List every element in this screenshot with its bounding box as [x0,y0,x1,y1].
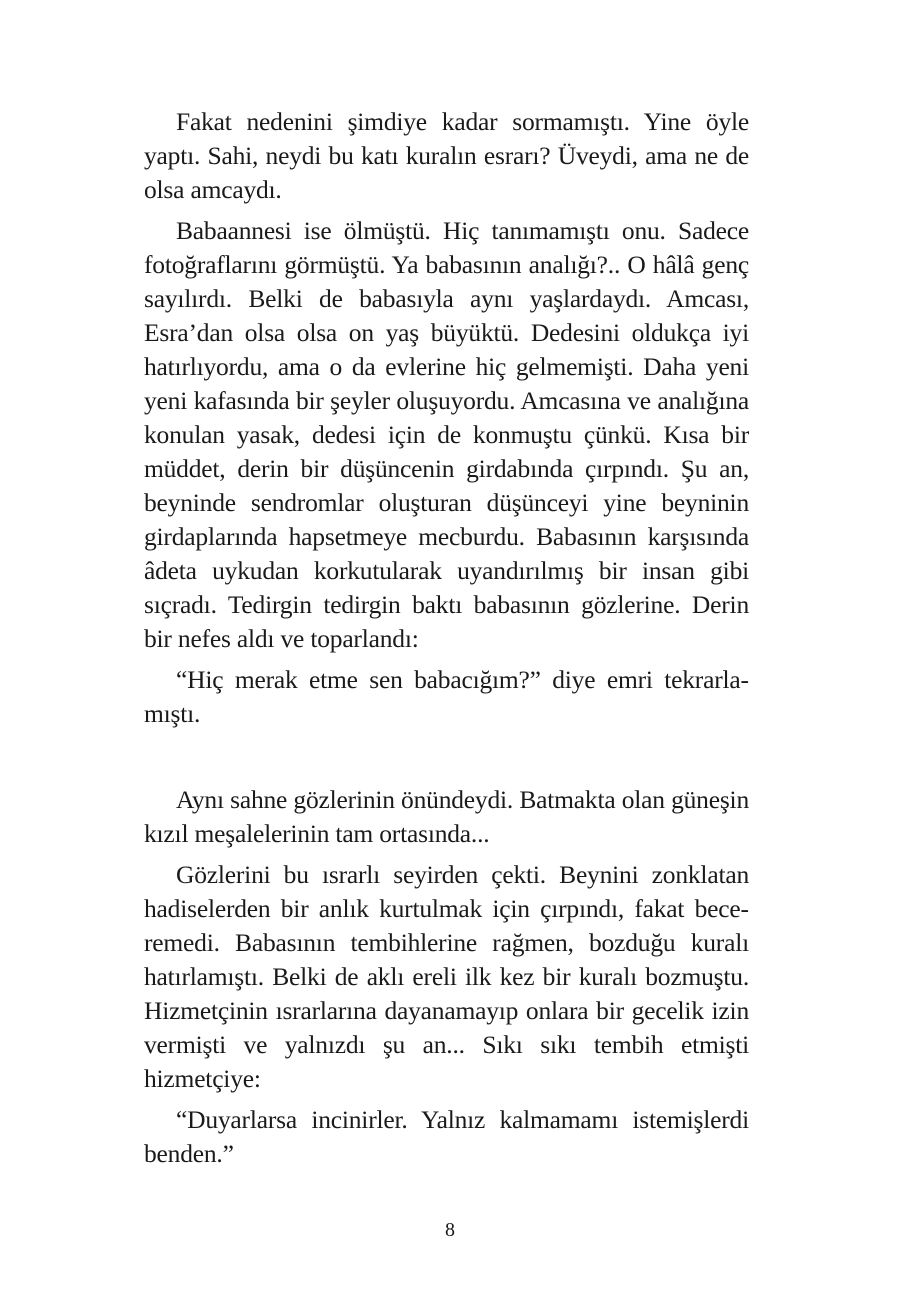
paragraph-6: “Duyarlarsa incinirler. Yalnız kalmamamı istemişlerdi benden.” [144,1105,749,1168]
paragraph-2: Babaannesi ise ölmüştü. Hiç tanımamıştı onu. Sadece fotoğraflarını görmüştü. Ya babasının analığı?.. O hâlâ genç sayılırdı. Belki de babasıyla aynı yaşlardaydı. Amcası, Esra’dan olsa olsa on yaş büyüktü. Dedesini oldukça iyi hatırlıyordu, ama o da evlerine hiç gelmemişti. Daha yeni yeni kafasında bir şeyler oluşuyordu. Amcasına ve analığına konulan yasak, dedesi için de konmuştu çünkü. Kısa bir müddet, derin bir düşüncenin girdabında çırpındı. Şu an, beyninde sendromlar oluşturan düşünceyi yine beyninin girdaplarında hapsetmeye mecburdu. Babasının karşısında âdeta uykudan korkutularak uyandırılmış bir insan gibi sıçradı. Tedirgin tedirgin baktı babasının gözlerine. Derin bir nefes aldı ve toparlandı: [144,216,749,653]
paragraph-5: Gözlerini bu ısrarlı seyirden çekti. Beynini zonklatan hadiselerden bir anlık kurtulmak için çırpındı, fakat beceremedi. Babasının tembihlerine rağmen, bozduğu kuralı hatırlamıştı. Belki de aklı ereli ilk kez bir kuralı bozmuştu. Hizmetçinin ısrarlarına dayanamayıp onlara bir gecelik izin vermişti ve yalnızdı şu an... Sıkı sıkı tembih etmişti hizmetçiye: [144,860,749,1093]
page-body [144,105,749,1178]
page-number: 8 [445,1219,455,1241]
paragraph-4: Aynı sahne gözlerinin önündeydi. Batmakta olan güneşin kızıl meşalelerinin tam ortasında... [144,785,749,848]
paragraph-3: “Hiç merak etme sen babacığım?” diye emri tekrarlamıştı. [144,665,749,728]
paragraph-1: Fakat nedenini şimdiye kadar sormamıştı. Yine öyle yaptı. Sahi, neydi bu katı kuralın esrarı? Üveydi, ama ne de olsa amcaydı. [144,107,749,204]
